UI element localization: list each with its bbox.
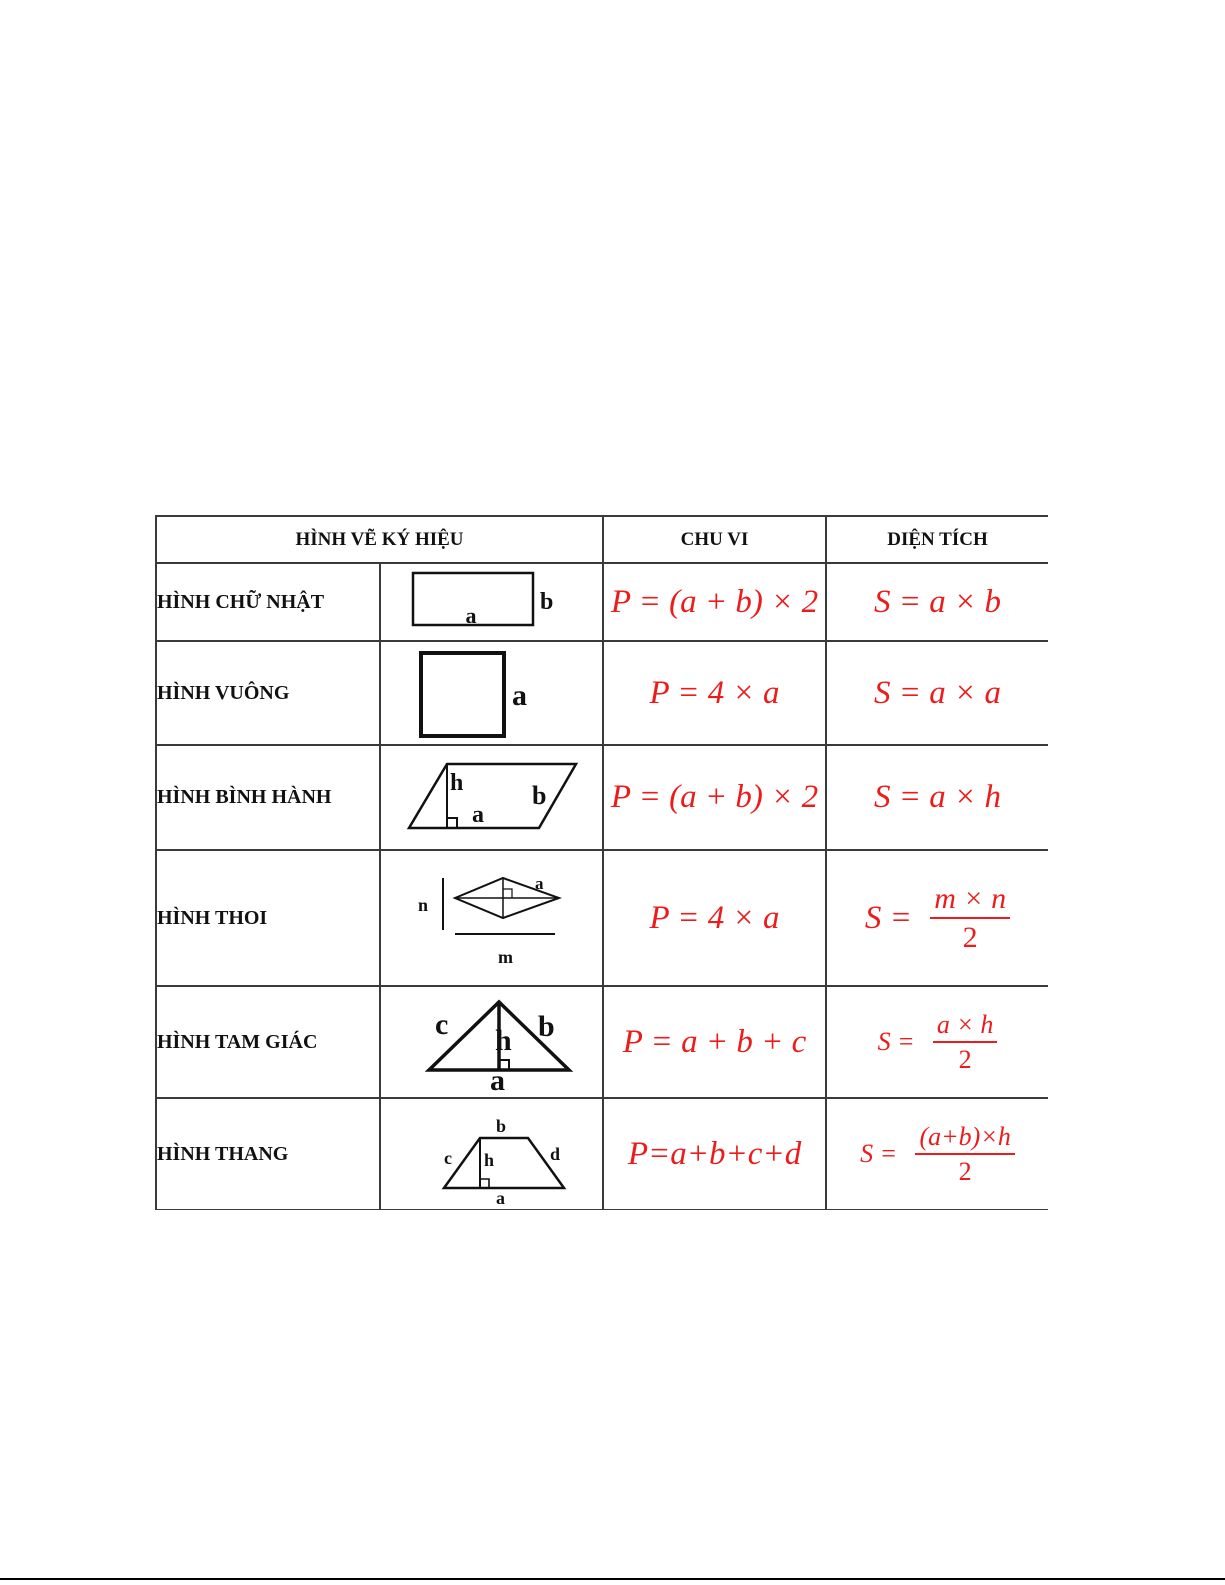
triangle-drawing: [392, 990, 592, 1094]
shape-name: HÌNH BÌNH HÀNH: [156, 745, 380, 850]
header-row: [156, 516, 1048, 563]
table-row: [156, 745, 1048, 850]
parallelogram-figure: [380, 745, 603, 850]
area-formula: [826, 986, 1048, 1098]
label-a: a: [471, 801, 484, 828]
formula-table-image: [155, 515, 1048, 1210]
label-b: b: [537, 1010, 555, 1043]
table-row: [156, 986, 1048, 1098]
parallelogram-drawing: [392, 750, 592, 846]
table-row: [156, 850, 1048, 986]
perimeter-formula: P = 4 × a: [603, 850, 826, 986]
rectangle-drawing: [392, 567, 592, 637]
area-lhs: S =: [860, 1139, 898, 1168]
area-lhs: S =: [864, 899, 912, 936]
shape-name: HÌNH THANG: [156, 1098, 380, 1210]
perimeter-formula: P=a+b+c+d: [603, 1098, 826, 1210]
label-h: h: [494, 1024, 512, 1057]
label-c: c: [434, 1008, 448, 1041]
header-symbol: HÌNH VẼ KÝ HIỆU: [156, 516, 603, 563]
table-row: [156, 1098, 1048, 1210]
area-lhs: S =: [877, 1027, 915, 1056]
perimeter-formula: P = 4 × a: [603, 641, 826, 745]
area-fraction: [915, 1123, 1014, 1186]
label-a: a: [511, 679, 527, 712]
square-drawing: [392, 645, 592, 741]
header-perimeter: CHU VI: [603, 516, 826, 563]
triangle-figure: [380, 986, 603, 1098]
trapezoid-drawing: [392, 1102, 592, 1206]
perimeter-formula: P = a + b + c: [603, 986, 826, 1098]
trapezoid-figure: [380, 1098, 603, 1210]
area-formula: [826, 1098, 1048, 1210]
rhombus-drawing: [392, 856, 592, 980]
shape-name: HÌNH TAM GIÁC: [156, 986, 380, 1098]
fraction-denominator: 2: [958, 1045, 972, 1074]
perimeter-formula: P = (a + b) × 2: [603, 745, 826, 850]
shape-name: HÌNH VUÔNG: [156, 641, 380, 745]
shape-name: HÌNH THOI: [156, 850, 380, 986]
fraction-denominator: 2: [962, 921, 978, 954]
area-formula: S = a × b: [826, 563, 1048, 641]
perimeter-formula: P = (a + b) × 2: [603, 563, 826, 641]
rectangle-figure: [380, 563, 603, 641]
label-h: h: [483, 1150, 494, 1170]
shape-name: HÌNH CHỮ NHẬT: [156, 563, 380, 641]
shape-formula-table: [155, 515, 1048, 1210]
label-b: b: [531, 780, 546, 810]
fraction-numerator: m × n: [930, 883, 1010, 920]
rhombus-figure: [380, 850, 603, 986]
area-fraction: [930, 883, 1010, 954]
page-bottom-rule: [0, 1578, 1225, 1580]
header-area: DIỆN TÍCH: [826, 516, 1048, 563]
table-row: [156, 563, 1048, 641]
label-a: a: [489, 1064, 505, 1094]
label-m: m: [497, 947, 513, 967]
area-formula: [826, 850, 1048, 986]
fraction-numerator: a × h: [933, 1011, 998, 1043]
label-h: h: [449, 769, 463, 796]
square-figure: [380, 641, 603, 745]
label-c: c: [443, 1148, 452, 1168]
label-a: a: [534, 874, 543, 893]
label-a: a: [465, 603, 476, 628]
fraction-denominator: 2: [958, 1157, 972, 1186]
label-b: b: [539, 589, 553, 615]
table-row: [156, 641, 1048, 745]
fraction-numerator: (a+b)×h: [915, 1123, 1014, 1155]
label-b: b: [495, 1116, 506, 1136]
label-d: d: [549, 1144, 560, 1164]
label-n: n: [417, 895, 428, 915]
area-fraction: [933, 1011, 998, 1074]
area-formula: S = a × h: [826, 745, 1048, 850]
area-formula: S = a × a: [826, 641, 1048, 745]
label-a: a: [495, 1188, 505, 1206]
